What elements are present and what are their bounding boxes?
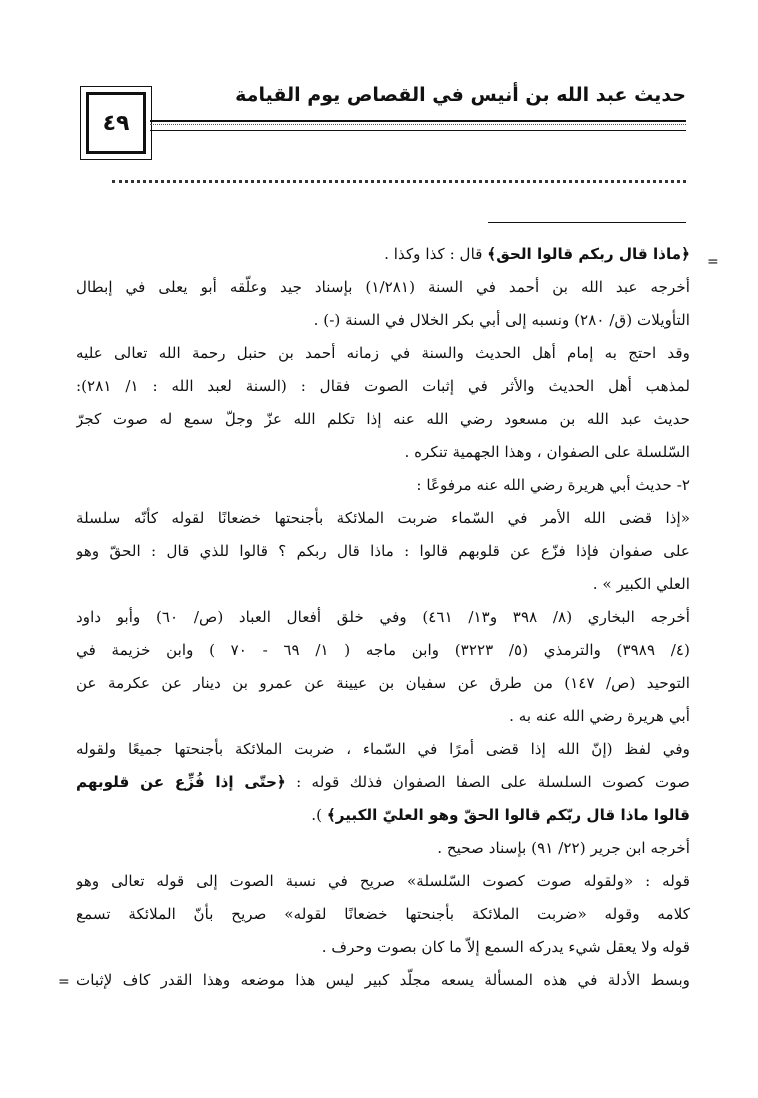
text-line-14: التوحيد (ص/ ١٤٧) من طرق عن سفيان بن عيينة عن عمرو بن دينار عن عكرمة عن [76, 674, 690, 692]
text-line-7: السّلسلة على الصفوان ، وهذا الجهمية تنكره . [404, 443, 690, 461]
text-line-21: كلامه وقوله «ضربت الملائكة بأجنحتها خضعانًا لقوله» صريح بأنّ الملائكة تسمع [76, 905, 690, 923]
footnote-rule [488, 222, 686, 223]
header-rule-dotted [150, 124, 686, 125]
running-title: حديث عبد الله بن أنيس في القصاص يوم القيامة [235, 84, 686, 106]
text-line-4: وقد احتج به إمام أهل الحديث والسنة في زمانه أحمد بن حنبل رحمة الله تعالى عليه [76, 344, 690, 362]
text-line-5: لمذهب أهل الحديث والأثر في إثبات الصوت فقال : (السنة لعبد الله : ١/ ٢٨١): [76, 377, 690, 395]
header-rule [150, 120, 686, 131]
dotted-separator [112, 180, 686, 193]
text-line-16: وفي لفظ (إنّ الله إذا قضى أمرًا في السّماء ، ضربت الملائكة بأجنحتها جميعًا ولقوله [76, 740, 690, 758]
text-line-22: قوله ولا يعقل شيء يدركه السمع إلاّ ما كان بصوت وحرف . [321, 938, 690, 956]
page-number: ٤٩ [86, 92, 146, 154]
text-line-9: «إذا قضى الله الأمر في السّماء ضربت الملائكة بأجنحتها خضعانًا لقوله كأنّه سلسلة [76, 509, 690, 527]
text-line-11: العلي الكبير » . [592, 575, 690, 593]
text-line-19: أخرجه ابن جرير (٢٢/ ٩١) بإسناد صحيح . [437, 839, 690, 857]
text-line-8: ٢- حديث أبي هريرة رضي الله عنه مرفوعًا : [416, 476, 690, 494]
margin-mark-bottom: = [58, 974, 70, 990]
text-line-3: التأويلات (ق/ ٢٨٠) ونسبه إلى أبي بكر الخلال في السنة (-) . [313, 311, 690, 329]
text-line-13: (٤/ ٣٩٨٩) والترمذي (٥/ ٣٢٢٣) وابن ماجه ( ١/ ٦٩ - ٧٠ ) وابن خزيمة في [76, 641, 690, 659]
text-line-12: أخرجه البخاري (٨/ ٣٩٨ و١٣/ ٤٦١) وفي خلق أفعال العباد (ص/ ٦٠) وأبو داود [76, 608, 690, 626]
text-line-15: أبي هريرة رضي الله عنه به . [509, 707, 690, 725]
text-line-23: وبسط الأدلة في هذه المسألة يسعه مجلّد كبير ليس هذا موضعه وهذا القدر كاف لإثبات [76, 971, 690, 989]
body-text [76, 238, 690, 997]
text-line-18: قالوا ماذا قال ربّكم قالوا الحقّ وهو العليّ الكبير﴾ ). [311, 806, 690, 824]
text-line-6: حديث عبد الله بن مسعود رضي الله عنه إذا تكلم الله عزّ وجلّ سمع له صوت كجرّ [76, 410, 690, 428]
text-line-10: على صفوان فإذا فزّع عن قلوبهم قالوا : ماذا قال ربكم ؟ قالوا للذي قال : الحقّ وهو [76, 542, 690, 560]
text-line-2: أخرجه عبد الله بن أحمد في السنة (١/٢٨١) بإسناد جيد وعلّقه أبو يعلى في إبطال [76, 278, 690, 296]
text-line-17: صوت كصوت السلسلة على الصفا الصفوان فذلك قوله : ﴿حتّى إذا فُزِّع عن قلوبهم [76, 773, 690, 791]
text-line-20: قوله : «ولقوله صوت كصوت السّلسلة» صريح في نسبة الصوت إلى قوله تعالى وهو [76, 872, 690, 890]
margin-mark-top: = [707, 254, 719, 270]
text-line-1: ﴿ماذا قال ربكم قالوا الحق﴾ قال : كذا وكذا . [384, 245, 690, 263]
